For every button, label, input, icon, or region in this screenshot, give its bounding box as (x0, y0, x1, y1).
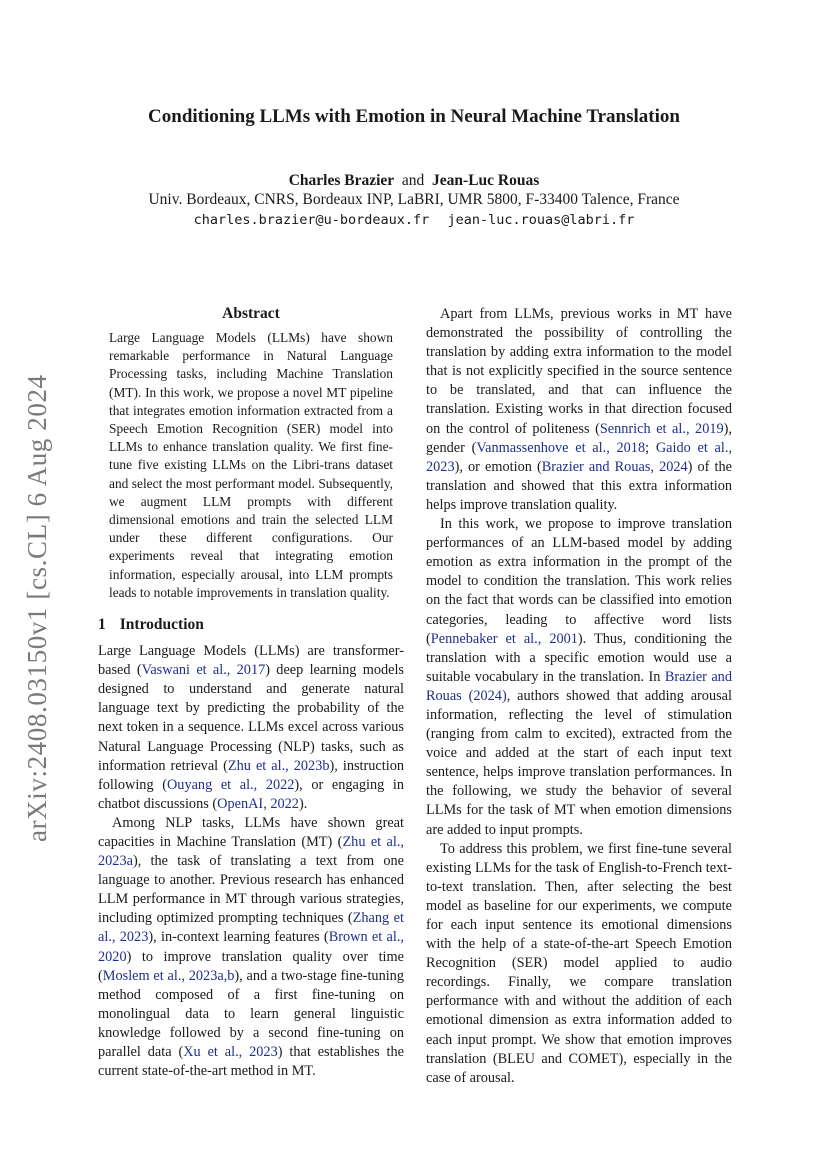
abstract-heading: Abstract (222, 305, 280, 322)
paragraph-text: Large Language Models (LLMs) are transformer-based ( (98, 643, 404, 679)
paragraph-text: ), or engaging in chatbot discussions ( (98, 776, 404, 812)
citation-link[interactable]: Zhu et al., 2023a (98, 833, 404, 870)
section-title: Introduction (119, 616, 204, 634)
citation-link[interactable]: OpenAI, 2022 (217, 795, 299, 812)
paragraph-text: ), the task of translating a text from one language to another. Previous research has enhanced LLM performance in MT through various strategies, including optimized prompting techniques ( (98, 853, 404, 927)
citation-link[interactable]: Vanmassenhove et al., 2018 (476, 439, 646, 456)
paragraph-text: To address this problem, we first fine-tune several existing LLMs for the task of English-to-French text-to-text translation. Then, after selecting the best model as baseline for our experiments, we compute for each input sentence its emotional dimensions with the help of a state-of-the-art Speech Emotion Recognition (SER) model applied to audio recordings. Finally, we compare translation performance with and without the addition of each emotional dimension as extra information added to each input prompt. We show that emotion improves translation (BLEU and COMET), especially in the case of arousal. (426, 840, 732, 1086)
right-column (426, 305, 732, 1088)
paragraph-text: ; (645, 439, 656, 456)
paragraph-4 (426, 515, 732, 840)
author-2: Jean-Luc Rouas (432, 172, 540, 189)
arxiv-stamp: arXiv:2408.03150v1 [cs.CL] 6 Aug 2024 (22, 374, 52, 842)
email-line (0, 212, 828, 228)
paragraph-text: ). Thus, conditioning the translation with a specific emotion would use a suitable vocabulary in the translation. In (426, 630, 732, 685)
citation-link[interactable]: Brazier and Rouas (2024) (426, 668, 732, 704)
paragraph-text: Apart from LLMs, previous works in MT have demonstrated the possibility of controlling the translation by adding extra information to the model that is not explicitly specified in the source sentence to be translated, and that can influence the translation. Existing works in that direction focused on the control of politeness ( (426, 306, 732, 437)
abstract-text: Large Language Models (LLMs) have shown remarkable performance in Natural Language Processing tasks, including Machine Translation (MT). In this work, we propose a novel MT pipeline that integrates emotion information extracted from a Speech Emotion Recognition (SER) model into LLMs to enhance translation quality. We first fine-tune five existing LLMs on the Libri-trans dataset and select the most performant model. Subsequently, we augment LLM prompts with different dimensional emotions and train the selected LLM under these different configurations. Our experiments reveal that integrating emotion information, especially arousal, into LLM prompts leads to notable improvements in translation quality. (109, 330, 393, 600)
paragraph-5 (426, 840, 732, 1088)
paragraph-text: , authors showed that adding arousal information, reflecting the level of stimulation (ranging from calm to excited), extracted from the voice and added at the start of each input text sentence, helps improve translation performances. In the following, we study the behavior of several LLMs for the task of MT when emotion dimensions are added to input prompts. (426, 687, 732, 838)
paragraph-text: ) to improve translation quality over time ( (98, 948, 404, 984)
paper-title: Conditioning LLMs with Emotion in Neural Machine Translation (148, 106, 680, 127)
citation-link[interactable]: Brazier and Rouas, 2024 (541, 458, 688, 475)
citation-link[interactable]: Xu et al., 2023 (183, 1044, 278, 1061)
paragraph-text: ), gender ( (426, 420, 732, 456)
section-number: 1 (98, 616, 106, 634)
paragraph-text: ), and a two-stage fine-tuning method composed of a first fine-tuning on monolingual data to learn general linguistic knowledge followed by a second fine-tuning on parallel data ( (98, 967, 404, 1061)
citation-link[interactable]: Ouyang et al., 2022 (166, 776, 295, 793)
email-2: jean-luc.rouas@labri.fr (447, 212, 635, 228)
author-line (0, 172, 828, 190)
paragraph-3 (426, 305, 732, 515)
citation-link[interactable]: Gaido et al., 2023 (426, 439, 733, 475)
citation-link[interactable]: Sennrich et al., 2019 (599, 420, 724, 437)
citation-link[interactable]: Zhang et al., 2023 (98, 910, 404, 946)
paragraph-text: ) that establishes the current state-of-the-art method in MT. (98, 1044, 404, 1080)
citation-link[interactable]: Zhu et al., 2023b (227, 757, 330, 774)
paragraph-text: ) deep learning models designed to understand and generate natural language text by predicting the probability of the next token in a sequence. LLMs excel across various Natural Language Processing (NLP) tasks, such as information retrieval ( (98, 662, 404, 774)
citation-link[interactable]: Pennebaker et al., 2001 (430, 630, 578, 647)
section-heading (98, 616, 404, 634)
left-column (98, 305, 404, 1081)
paragraph-text: ). (298, 795, 308, 812)
citation-link[interactable]: Moslem et al., 2023a,b (102, 967, 235, 984)
paragraph-text: ), or emotion ( (454, 458, 542, 475)
paragraph-text: In this work, we propose to improve translation performances of an LLM-based model by adding emotion as extra information in the prompt of the model to condition the translation. This work relies on the fact that words can be classified into emotion categories, leading to affective word lists ( (426, 516, 732, 647)
paragraph-text: ) of the translation and showed that this extra information helps improve translation quality. (426, 458, 732, 513)
paragraph-2 (98, 814, 404, 1081)
email-1: charles.brazier@u-bordeaux.fr (193, 212, 430, 228)
paragraph-1 (98, 642, 404, 814)
author-1: Charles Brazier (288, 172, 395, 189)
paragraph-text: ), in-context learning features ( (148, 929, 329, 946)
citation-link[interactable]: Brown et al., 2020 (98, 929, 404, 965)
affiliation: Univ. Bordeaux, CNRS, Bordeaux INP, LaBRI, UMR 5800, F-33400 Talence, France (148, 191, 680, 208)
paragraph-text: Among NLP tasks, LLMs have shown great capacities in Machine Translation (MT) ( (98, 814, 404, 850)
author-join: and (401, 172, 425, 189)
citation-link[interactable]: Vaswani et al., 2017 (141, 662, 266, 679)
paragraph-text: ), instruction following ( (98, 757, 404, 793)
